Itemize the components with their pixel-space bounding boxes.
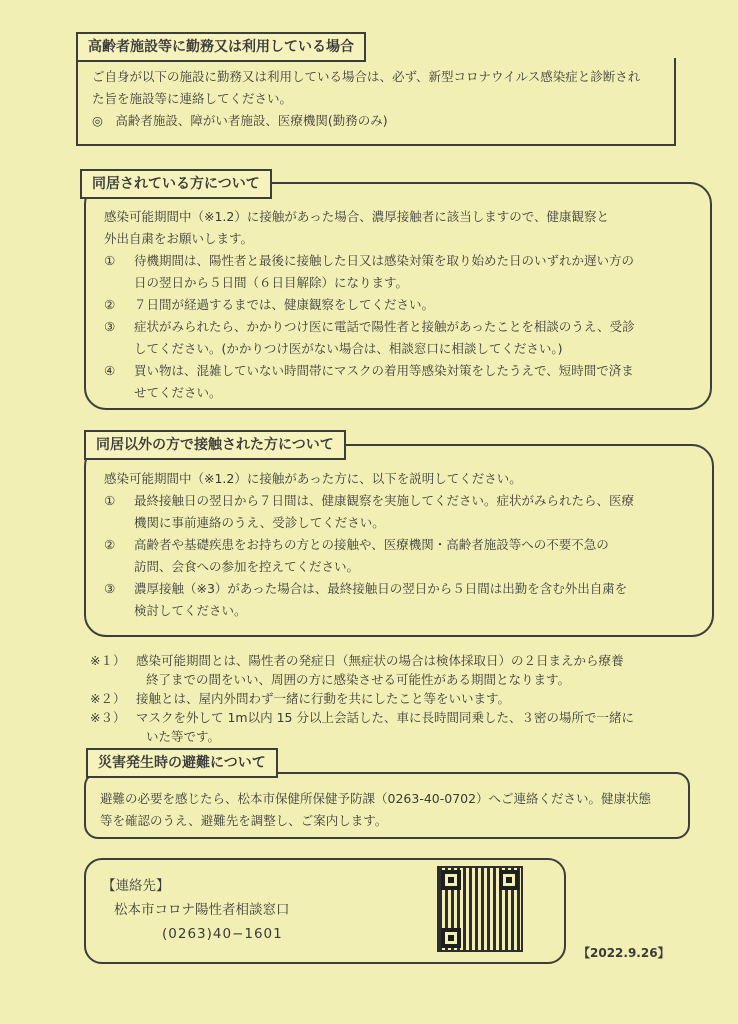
item-text: 検討してください。 xyxy=(134,603,247,618)
qr-finder-icon xyxy=(441,870,461,890)
household-item xyxy=(104,250,692,294)
household-intro-line1: 感染可能期間中（※1.2）に接触があった場合、濃厚接触者に該当しますので、健康観察と xyxy=(104,209,609,224)
contact-section-title: 同居以外の方で接触された方について xyxy=(84,430,346,460)
footnote-text: マスクを外して 1m以内 15 分以上会話した、車に長時間同乗した、３密の場所で一緒に xyxy=(136,710,634,725)
item-text: 濃厚接触（※3）があった場合は、最終接触日の翌日から５日間は出勤を含む外出自粛を xyxy=(134,581,628,596)
household-intro-line2: 外出自粛をお願いします。 xyxy=(104,231,254,246)
item-text: 最終接触日の翌日から７日間は、健康観察を実施してください。症状がみられたら、医療 xyxy=(134,493,635,508)
contact-label: 【連絡先】 xyxy=(102,878,170,894)
item-number: ① xyxy=(104,253,116,268)
item-text: せてください。 xyxy=(134,385,222,400)
qr-finder-icon xyxy=(499,870,519,890)
item-text: 日の翌日から５日間（６日目解除）になります。 xyxy=(134,275,409,290)
footnote xyxy=(90,689,710,708)
household-section-title: 同居されている方について xyxy=(80,169,272,199)
footnote-text: いた等です。 xyxy=(146,729,221,744)
contact-item xyxy=(104,578,694,622)
item-number: ① xyxy=(104,493,116,508)
item-number: ② xyxy=(104,537,116,552)
item-text: 機関に事前連絡のうえ、受診してください。 xyxy=(134,515,385,530)
item-text: してください。(かかりつけ医がない場合は、相談窓口に相談してください。) xyxy=(134,341,563,356)
item-number: ④ xyxy=(104,363,116,378)
facility-text-line1: ご自身が以下の施設に勤務又は利用している場合は、必ず、新型コロナウイルス感染症と診断され xyxy=(92,69,641,84)
facility-section-title: 高齢者施設等に勤務又は利用している場合 xyxy=(76,32,366,62)
disaster-text-line1: 避難の必要を感じたら、松本市保健所保健予防課（0263-40-0702）へご連絡ください。健康状態 xyxy=(100,791,652,806)
footnote-text: 接触とは、屋内外問わず一緒に行動を共にしたこと等をいいます。 xyxy=(136,691,511,706)
footnote xyxy=(90,651,710,689)
disaster-section-box xyxy=(84,772,690,839)
footnote-text: 感染可能期間とは、陽性者の発症日（無症状の場合は検体採取日）の２日まえから療養 xyxy=(136,653,624,668)
household-item xyxy=(104,360,692,404)
issue-date: 【2022.9.26】 xyxy=(578,946,670,960)
item-text: 待機期間は、陽性者と最後に接触した日又は感染対策を取り始めた日のいずれか遅い方の xyxy=(134,253,635,268)
qr-code-icon[interactable] xyxy=(437,866,523,952)
item-text: 訪問、会食への参加を控えてください。 xyxy=(134,559,360,574)
disaster-section-title: 災害発生時の避難について xyxy=(86,748,278,778)
disaster-text-line2: 等を確認のうえ、避難先を調整し、ご案内します。 xyxy=(100,813,388,828)
household-item xyxy=(104,316,692,360)
item-text: 高齢者や基礎疾患をお持ちの方との接触や、医療機関・高齢者施設等への不要不急の xyxy=(134,537,609,552)
contact-phone: (0263)40−1601 xyxy=(162,926,283,942)
contact-office: 松本市コロナ陽性者相談窓口 xyxy=(114,902,290,918)
facility-text-line3: ◎ 高齢者施設、障がい者施設、医療機関(勤務のみ) xyxy=(92,113,388,128)
facility-text-line2: た旨を施設等に連絡してください。 xyxy=(92,91,293,106)
item-text: ７日間が経過するまでは、健康観察をしてください。 xyxy=(134,297,435,312)
footnote xyxy=(90,708,710,746)
item-text: 症状がみられたら、かかりつけ医に電話で陽性者と接触があったことを相談のうえ、受診 xyxy=(134,319,635,334)
contact-intro: 感染可能期間中（※1.2）に接触があった方に、以下を説明してください。 xyxy=(104,471,522,486)
facility-section-box xyxy=(76,58,676,146)
footnote-text: 終了までの間をいい、周囲の方に感染させる可能性がある期間となります。 xyxy=(146,672,571,687)
qr-finder-icon xyxy=(441,928,461,948)
footnote-label: ※３） xyxy=(90,710,126,725)
item-number: ③ xyxy=(104,319,116,334)
item-number: ② xyxy=(104,297,116,312)
footnote-label: ※１） xyxy=(90,653,126,668)
contact-item xyxy=(104,534,694,578)
contact-item xyxy=(104,490,694,534)
item-number: ③ xyxy=(104,581,116,596)
household-section-box xyxy=(84,182,712,410)
footnotes xyxy=(90,651,710,746)
item-text: 買い物は、混雑していない時間帯にマスクの着用等感染対策をしたうえで、短時間で済ま xyxy=(134,363,634,378)
footnote-label: ※２） xyxy=(90,691,126,706)
household-item xyxy=(104,294,692,316)
contact-section-box xyxy=(84,444,714,637)
